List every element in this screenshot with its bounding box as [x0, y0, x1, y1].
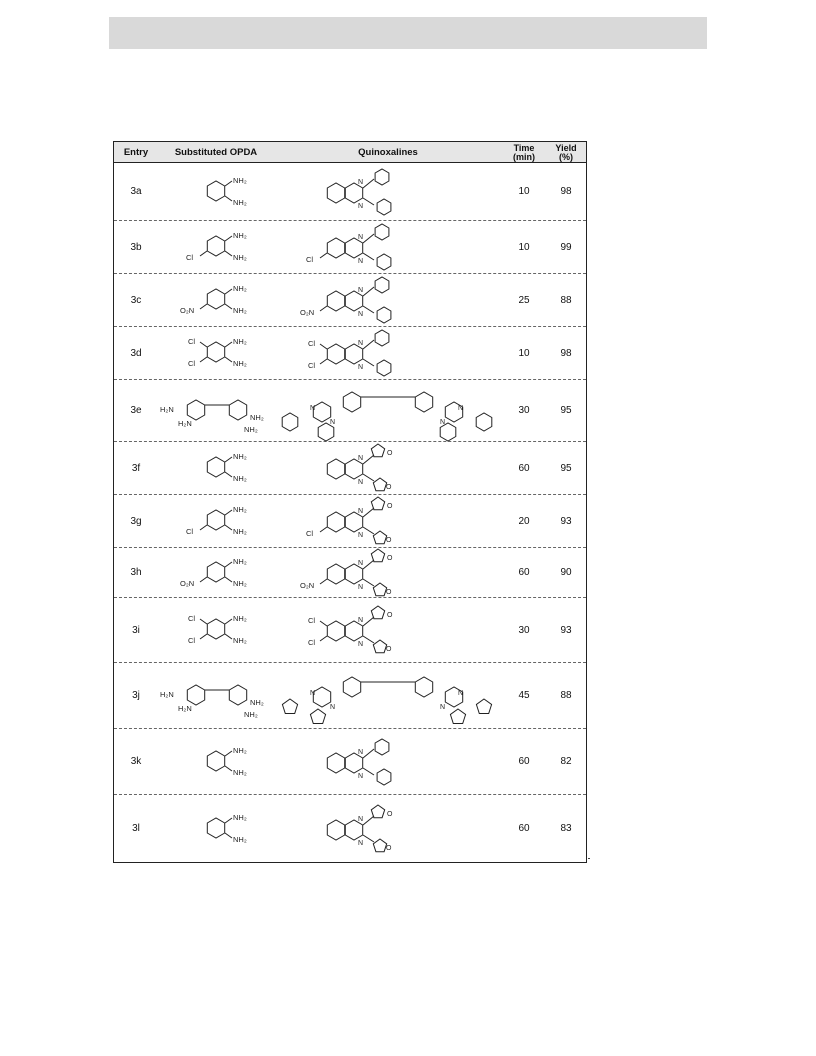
chem-label-n: N: [440, 418, 446, 426]
opda-structure: [158, 442, 274, 494]
chem-label-cl: Cl: [308, 339, 316, 348]
time-cell: 60: [518, 823, 530, 834]
chem-label-cl: Cl: [188, 614, 196, 623]
chem-label-o2n: O₂N: [180, 578, 195, 588]
quinoxaline-structure: [274, 274, 502, 326]
yield-cell: 93: [560, 624, 572, 636]
chem-label-n: N: [458, 689, 464, 697]
quinoxaline-structure: [274, 163, 502, 220]
chem-label-o: O: [387, 810, 393, 818]
chem-label-nh2: NH₂: [250, 697, 264, 707]
opda-structure: [158, 729, 274, 794]
time-cell: 25: [518, 294, 530, 306]
chem-label-o: O: [386, 484, 392, 491]
time-cell: 45: [518, 690, 530, 701]
chem-label-nh2: NH₂: [233, 556, 247, 566]
quinoxaline-structure: [274, 598, 502, 662]
header-yield-unit: (%): [559, 151, 573, 162]
time-cell: 30: [518, 624, 530, 636]
chem-label-o2n: O₂N: [300, 308, 315, 317]
table-row: [114, 795, 586, 862]
entry-cell: 3d: [130, 347, 142, 359]
opda-structure: [158, 274, 274, 326]
chem-label-cl: Cl: [188, 359, 196, 368]
chem-label-cl: Cl: [188, 337, 196, 346]
chem-label-nh2: NH₂: [233, 231, 247, 240]
time-cell: 20: [518, 515, 530, 527]
quinoxaline-structure: [274, 442, 502, 494]
table-corner-mark: [588, 858, 590, 859]
chem-label-nh2: NH₂: [233, 767, 247, 777]
opda-structure: [158, 380, 274, 441]
chem-label-n: N: [358, 234, 364, 241]
chem-label-n: N: [310, 404, 316, 412]
quinoxaline-structure: [274, 729, 502, 794]
chem-label-nh2: NH₂: [233, 284, 247, 293]
chem-label-o2n: O₂N: [180, 306, 195, 315]
chem-label-n: N: [358, 311, 364, 318]
chem-label-o: O: [386, 537, 392, 544]
chem-label-nh2: NH₂: [233, 253, 247, 262]
header-yield-label: Yield: [555, 142, 577, 153]
time-cell: 10: [518, 241, 530, 253]
opda-structure: [158, 163, 274, 220]
chem-label-n: N: [330, 418, 336, 426]
opda-structure: [158, 795, 274, 862]
table-header: [114, 142, 586, 163]
chem-label-o: O: [387, 450, 393, 457]
chem-label-cl: Cl: [308, 616, 316, 625]
table-row: [114, 380, 586, 442]
chem-label-h2n: H₂N: [178, 703, 192, 713]
entry-cell: 3j: [132, 690, 140, 701]
chem-label-nh2: NH₂: [233, 337, 247, 346]
chem-label-nh2: NH₂: [233, 175, 247, 185]
chem-label-cl: Cl: [188, 636, 196, 645]
table-row: [114, 221, 586, 274]
entry-cell: 3a: [130, 186, 142, 197]
chem-label-nh2: NH₂: [233, 197, 247, 207]
yield-cell: 98: [560, 186, 572, 197]
chem-label-cl: Cl: [308, 361, 316, 370]
header-entry: Entry: [123, 147, 149, 158]
chem-label-h2n: H₂N: [160, 404, 174, 414]
yield-cell: 95: [560, 405, 572, 416]
header-time: [502, 142, 546, 163]
chem-label-n: N: [358, 583, 364, 591]
chem-label-nh2: NH₂: [233, 614, 247, 623]
entry-cell: 3i: [132, 624, 140, 636]
quinoxaline-structure: [274, 495, 502, 547]
chem-label-n: N: [358, 815, 364, 823]
yield-cell: 93: [560, 515, 572, 527]
quinoxaline-structure: [274, 548, 502, 597]
chem-label-nh2: NH₂: [233, 359, 247, 368]
chem-label-n: N: [358, 641, 364, 648]
chem-label-n: N: [358, 178, 364, 186]
chem-label-h2n: H₂N: [160, 689, 174, 699]
entry-cell: 3l: [132, 823, 140, 834]
time-cell: 60: [518, 567, 530, 578]
chem-label-o: O: [386, 588, 392, 596]
chem-label-n: N: [358, 202, 364, 210]
table-row: [114, 729, 586, 795]
chem-label-nh2: NH₂: [233, 452, 247, 461]
opda-structure: [158, 221, 274, 273]
chem-label-nh2: NH₂: [233, 306, 247, 315]
chem-label-n: N: [358, 617, 364, 624]
chem-label-n: N: [358, 479, 364, 486]
chem-label-n: N: [358, 287, 364, 294]
yield-cell: 88: [560, 690, 572, 701]
chem-label-nh2: NH₂: [233, 812, 247, 822]
entry-cell: 3k: [130, 756, 142, 767]
chem-label-n: N: [458, 404, 464, 412]
chem-label-nh2: NH₂: [244, 424, 258, 434]
entry-cell: 3b: [130, 241, 142, 253]
chem-label-cl: Cl: [306, 255, 314, 264]
chem-label-nh2: NH₂: [233, 474, 247, 483]
header-yield: [546, 142, 586, 163]
chem-label-o: O: [386, 844, 392, 852]
chem-label-o: O: [387, 503, 393, 510]
chem-label-n: N: [358, 340, 364, 347]
quinoxaline-structure: [274, 221, 502, 273]
opda-structure: [158, 548, 274, 597]
opda-structure: [158, 663, 274, 728]
chem-label-nh2: NH₂: [233, 636, 247, 645]
header-quinoxalines: Quinoxalines: [358, 147, 418, 158]
chem-label-n: N: [330, 703, 336, 711]
chem-label-n: N: [358, 532, 364, 539]
table-row: [114, 495, 586, 548]
chem-label-nh2: NH₂: [233, 505, 247, 514]
header-time-unit: (min): [513, 151, 535, 162]
chem-label-n: N: [358, 772, 364, 780]
table-row: [114, 327, 586, 380]
header-time-label: Time: [513, 142, 535, 153]
header-opda: Substituted OPDA: [174, 147, 258, 158]
entry-cell: 3f: [131, 462, 141, 474]
time-cell: 60: [518, 756, 530, 767]
chem-label-cl: Cl: [186, 527, 194, 536]
chem-label-n: N: [358, 258, 364, 265]
entry-cell: 3e: [130, 405, 142, 416]
entry-cell: 3c: [130, 294, 142, 306]
opda-structure: [158, 495, 274, 547]
chem-label-nh2: NH₂: [233, 527, 247, 536]
table-row: [114, 663, 586, 729]
quinoxaline-table: [113, 141, 587, 863]
chem-label-nh2: NH₂: [250, 412, 264, 422]
yield-cell: 99: [560, 241, 572, 253]
time-cell: 60: [518, 462, 530, 474]
chem-label-o2n: O₂N: [300, 580, 315, 590]
entry-cell: 3g: [130, 515, 142, 527]
yield-cell: 90: [560, 567, 572, 578]
chem-label-o: O: [386, 646, 392, 653]
yield-cell: 88: [560, 294, 572, 306]
chem-label-n: N: [358, 455, 364, 462]
chem-label-n: N: [440, 703, 446, 711]
quinoxaline-structure: [274, 380, 502, 441]
chem-label-cl: Cl: [308, 638, 316, 647]
page-header-bar: [109, 17, 707, 49]
chem-label-n: N: [358, 839, 364, 847]
chem-label-o: O: [387, 554, 393, 562]
chem-label-nh2: NH₂: [244, 709, 258, 719]
time-cell: 10: [518, 347, 530, 359]
yield-cell: 83: [560, 823, 572, 834]
table-row: [114, 274, 586, 327]
yield-cell: 82: [560, 756, 572, 767]
chem-label-n: N: [310, 689, 316, 697]
yield-cell: 95: [560, 462, 572, 474]
chem-label-h2n: H₂N: [178, 418, 192, 428]
table-row: [114, 442, 586, 495]
chem-label-n: N: [358, 508, 364, 515]
table-row: [114, 598, 586, 663]
time-cell: 30: [518, 405, 530, 416]
quinoxaline-structure: [274, 663, 502, 728]
chem-label-cl: Cl: [306, 529, 314, 538]
chem-label-cl: Cl: [186, 253, 194, 262]
chem-label-nh2: NH₂: [233, 745, 247, 755]
yield-cell: 98: [560, 347, 572, 359]
chem-label-nh2: NH₂: [233, 834, 247, 844]
chem-label-n: N: [358, 559, 364, 567]
chem-label-n: N: [358, 364, 364, 371]
quinoxaline-structure: [274, 327, 502, 379]
chem-label-n: N: [358, 748, 364, 756]
entry-cell: 3h: [130, 567, 142, 578]
table-row: [114, 548, 586, 598]
opda-structure: [158, 598, 274, 662]
chem-label-o: O: [387, 612, 393, 619]
time-cell: 10: [518, 186, 530, 197]
table-row: [114, 163, 586, 221]
chem-label-nh2: NH₂: [233, 578, 247, 588]
quinoxaline-structure: [274, 795, 502, 862]
opda-structure: [158, 327, 274, 379]
